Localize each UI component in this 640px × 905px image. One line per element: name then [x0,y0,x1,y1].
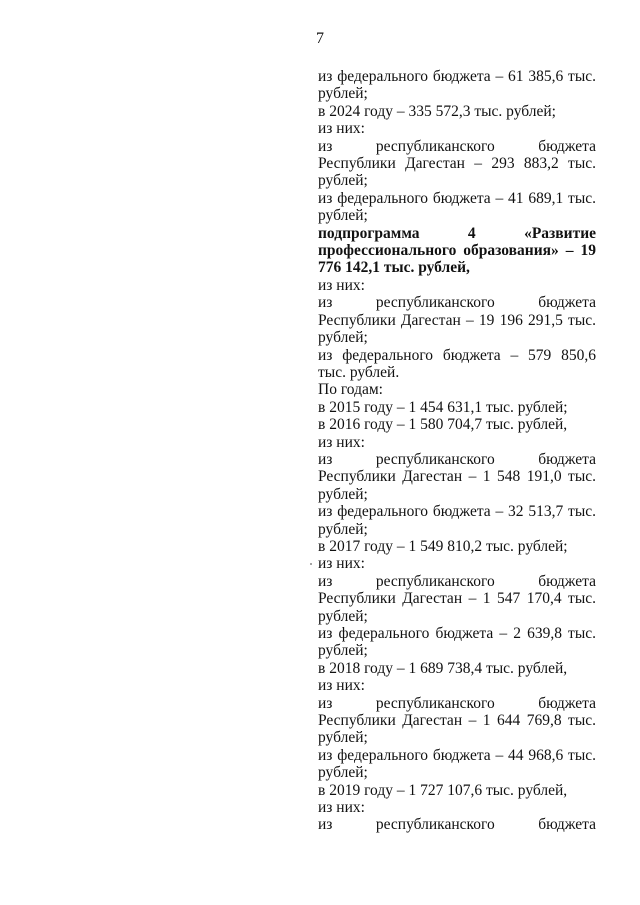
paragraph: Республики Дагестан – 293 883,2 тыс. рублей; [318,155,596,190]
paragraph: Республики Дагестан – 1 547 170,4 тыс. рублей; [318,590,596,625]
scan-speck [310,563,312,565]
paragraph: из республиканского бюджета [318,816,596,834]
paragraph: из федерального бюджета – 32 513,7 тыс. рублей; [318,503,596,538]
paragraph: из республиканского бюджета [318,694,596,712]
paragraph: из республиканского бюджета [318,137,596,155]
paragraph: подпрограмма 4 «Развитие профессионального образования» – 19 776 142,1 тыс. рублей, [318,224,596,277]
paragraph: Республики Дагестан – 19 196 291,5 тыс. рублей; [318,311,596,347]
paragraph: По годам: [318,381,383,399]
paragraph: Республики Дагестан – 1 548 191,0 тыс. рублей; [318,468,596,503]
paragraph: из них: [318,799,365,817]
paragraph: из них: [318,433,365,451]
document-text-column [318,68,596,834]
paragraph: из федерального бюджета – 579 850,6 тыс. рублей. [318,346,596,381]
paragraph: из федерального бюджета – 61 385,6 тыс. рублей; [318,68,596,103]
paragraph: из них: [318,677,365,695]
paragraph: из федерального бюджета – 2 639,8 тыс. рублей; [318,625,596,660]
paragraph: в 2024 году – 335 572,3 тыс. рублей; [318,102,556,120]
paragraph: из республиканского бюджета [318,572,596,590]
page-number: 7 [316,30,324,47]
paragraph: из них: [318,120,365,138]
paragraph: в 2015 году – 1 454 631,1 тыс. рублей; [318,398,568,416]
paragraph: из республиканского бюджета [318,450,596,468]
paragraph: из них: [318,555,365,573]
paragraph: в 2019 году – 1 727 107,6 тыс. рублей, [318,781,568,799]
paragraph: из республиканского бюджета [318,294,596,312]
paragraph: в 2018 году – 1 689 738,4 тыс. рублей, [318,659,568,677]
paragraph: из федерального бюджета – 44 968,6 тыс. рублей; [318,746,596,782]
paragraph: Республики Дагестан – 1 644 769,8 тыс. рублей; [318,712,596,747]
paragraph: из федерального бюджета – 41 689,1 тыс. рублей; [318,189,596,225]
paragraph: в 2017 году – 1 549 810,2 тыс. рублей; [318,537,568,555]
paragraph: из них: [318,276,365,294]
paragraph: в 2016 году – 1 580 704,7 тыс. рублей, [318,416,568,434]
